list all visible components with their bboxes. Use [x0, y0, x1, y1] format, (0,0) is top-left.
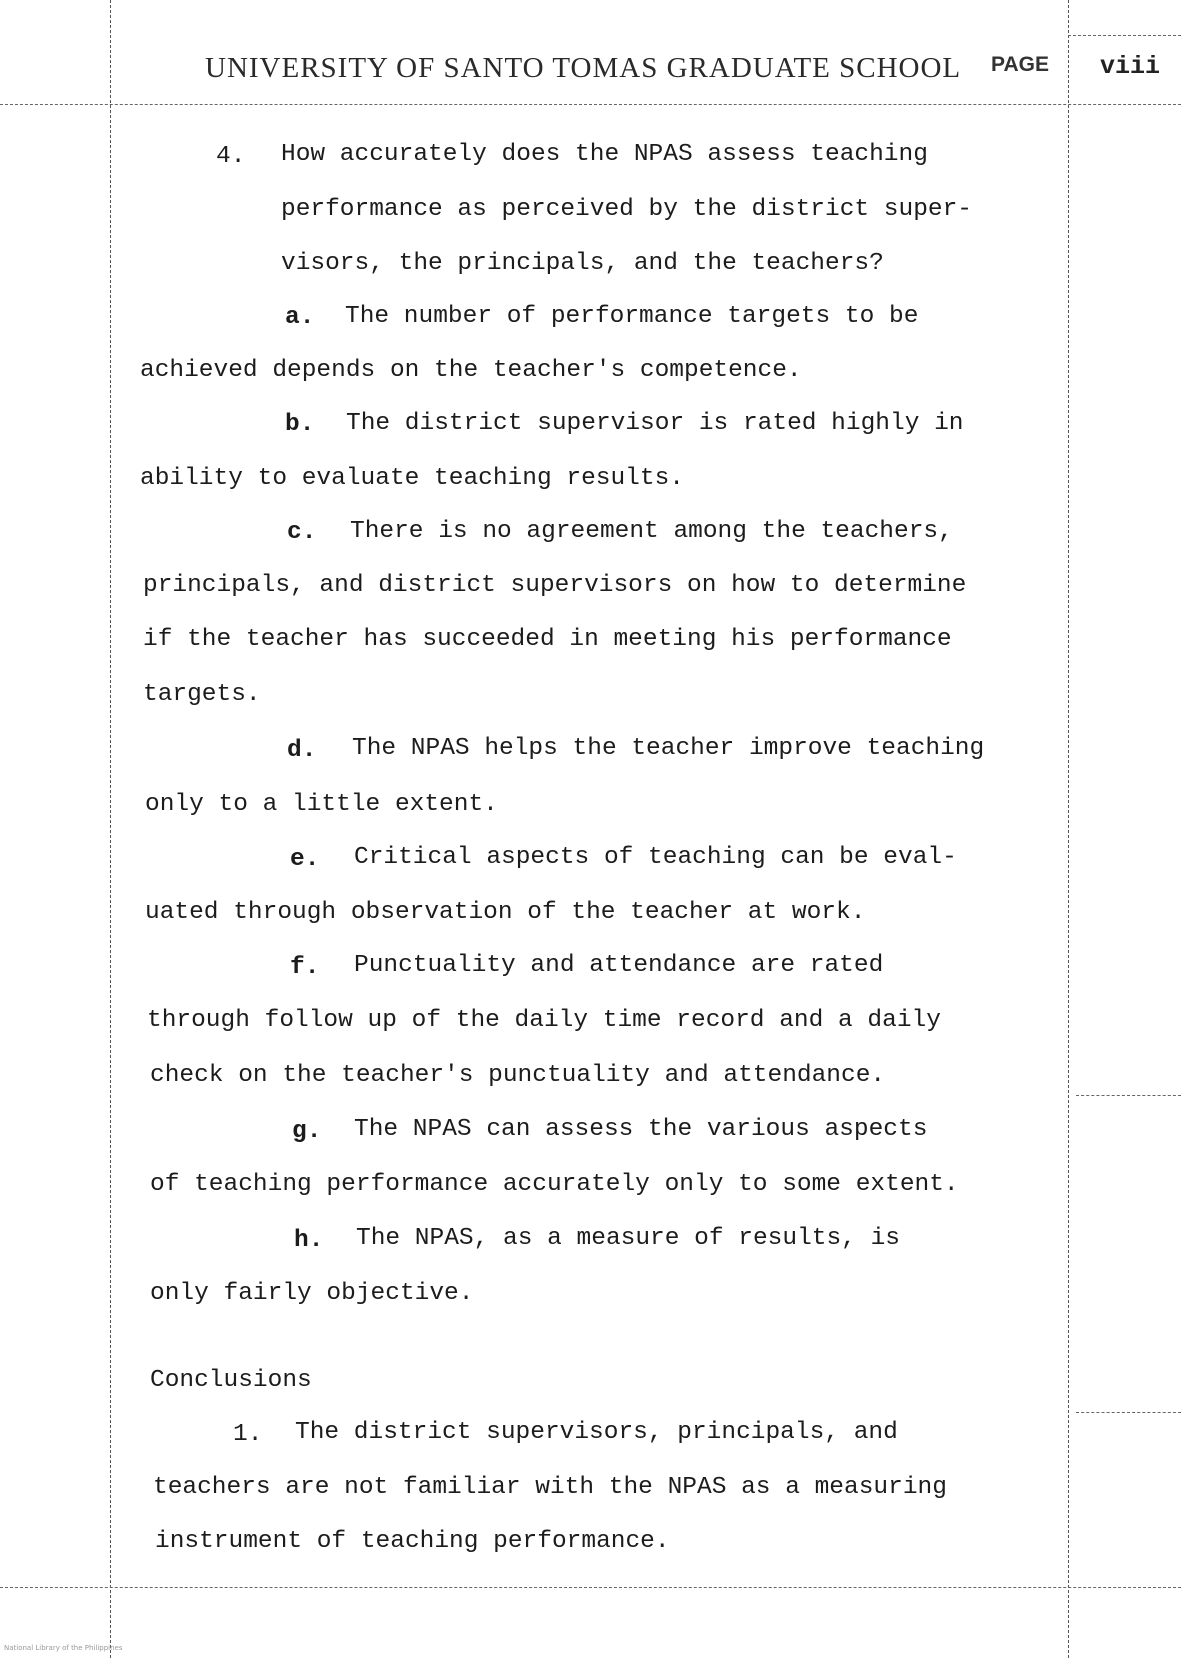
- conclusion-line: The district supervisors, principals, and: [295, 1419, 898, 1446]
- finding-label: [285, 410, 343, 440]
- finding-line: ability to evaluate teaching results.: [140, 465, 684, 492]
- finding-line: achieved depends on the teacher's competence.: [140, 357, 802, 384]
- question-line: visors, the principals, and the teachers?: [281, 250, 884, 277]
- finding-label: [290, 953, 348, 983]
- finding-label-text: h.: [294, 1227, 324, 1254]
- finding-line: of teaching performance accurately only to some extent.: [150, 1171, 959, 1198]
- finding-line: The NPAS helps the teacher improve teaching: [352, 735, 985, 762]
- question-number: 4.: [216, 143, 246, 170]
- footer-imprint: National Library of the Philippines: [4, 1644, 123, 1652]
- question-line: performance as perceived by the district super-: [281, 196, 973, 223]
- header-top-rule: [1068, 35, 1181, 36]
- question-line: How accurately does the NPAS assess teaching: [281, 141, 928, 168]
- finding-line: Punctuality and attendance are rated: [354, 952, 884, 979]
- finding-line: if the teacher has succeeded in meeting his performance: [143, 626, 952, 653]
- finding-line: The district supervisor is rated highly in: [346, 410, 964, 437]
- finding-label: [285, 303, 343, 333]
- right-margin-tick-2: [1076, 1412, 1181, 1413]
- finding-line: The number of performance targets to be: [345, 303, 919, 330]
- page-number: viii: [1100, 52, 1161, 81]
- finding-label: [287, 518, 345, 548]
- conclusion-line: instrument of teaching performance.: [155, 1528, 670, 1555]
- finding-label-text: d.: [287, 737, 317, 764]
- finding-label-text: c.: [287, 519, 317, 546]
- finding-line: Critical aspects of teaching can be eval-: [354, 844, 957, 871]
- section-heading: Conclusions: [150, 1367, 312, 1394]
- header-bottom-rule: [0, 104, 1181, 105]
- finding-line: There is no agreement among the teachers,: [350, 518, 953, 545]
- finding-line: The NPAS can assess the various aspects: [354, 1116, 928, 1143]
- conclusion-number: 1.: [233, 1421, 263, 1448]
- conclusion-line: teachers are not familiar with the NPAS as a measuring: [153, 1474, 947, 1501]
- right-margin-rule: [1068, 0, 1069, 1658]
- finding-line: principals, and district supervisors on how to determine: [143, 572, 967, 599]
- finding-line: only to a little extent.: [145, 791, 498, 818]
- left-margin-rule: [110, 0, 111, 1658]
- finding-label: [287, 736, 345, 766]
- finding-label-text: b.: [285, 411, 315, 438]
- finding-line: targets.: [143, 681, 261, 708]
- finding-label: [290, 845, 348, 875]
- finding-label-text: a.: [285, 304, 315, 331]
- finding-line: through follow up of the daily time record and a daily: [147, 1007, 941, 1034]
- finding-line: only fairly objective.: [150, 1280, 474, 1307]
- page-label: PAGE: [991, 53, 1049, 76]
- finding-label: [294, 1226, 352, 1256]
- finding-line: The NPAS, as a measure of results, is: [356, 1225, 900, 1252]
- right-margin-tick: [1076, 1095, 1181, 1096]
- finding-label-text: e.: [290, 846, 320, 873]
- finding-line: check on the teacher's punctuality and attendance.: [150, 1062, 886, 1089]
- footer-rule: [0, 1587, 1181, 1588]
- finding-label-text: g.: [292, 1118, 322, 1145]
- finding-label-text: f.: [290, 954, 320, 981]
- document-header-title: UNIVERSITY OF SANTO TOMAS GRADUATE SCHOOL: [205, 52, 962, 84]
- finding-line: uated through observation of the teacher at work.: [145, 899, 866, 926]
- finding-label: [292, 1117, 350, 1147]
